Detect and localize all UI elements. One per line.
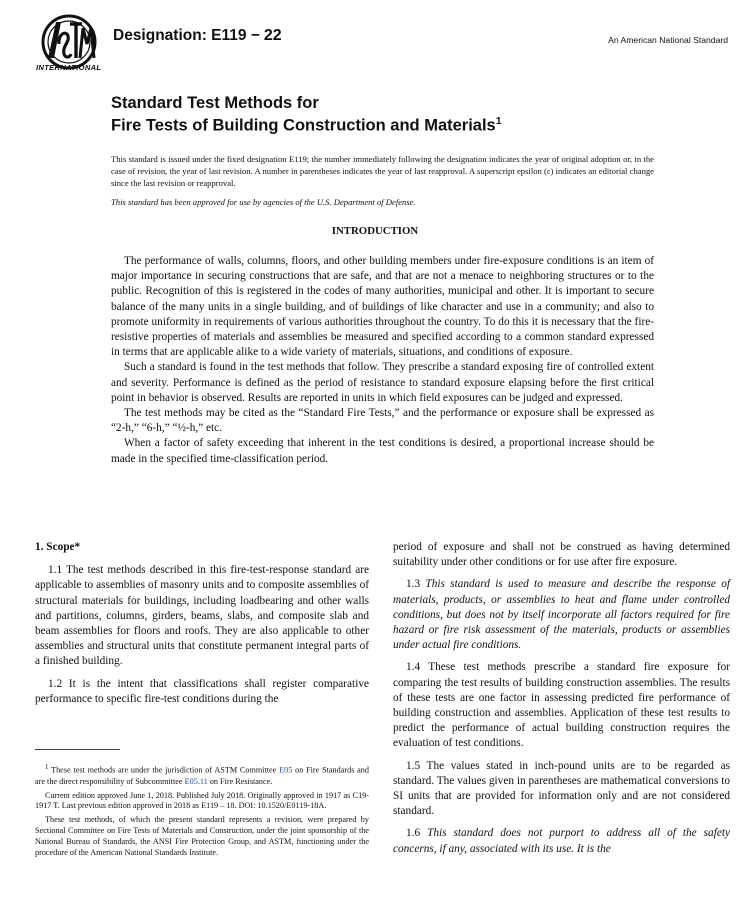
title-main: Fire Tests of Building Construction and Materials — [111, 116, 496, 135]
section-1-3-number: 1.3 — [406, 578, 421, 591]
footnote-1-text-b: on Fire Standards and are the direct responsibility of Subcommittee — [35, 765, 369, 786]
section-1-6-number: 1.6 — [406, 827, 421, 840]
section-1-4: 1.4 These test methods prescribe a standard fire exposure for comparing the test results of building construction assemblies. The results of these tests are one factor in assessing predicted fire performance of building construction and assemblies. Application of these test results to predict the performance of actual building construction requires the evaluation of test conditions. — [393, 661, 730, 750]
section-1-6 — [393, 826, 730, 856]
footnote-divider — [35, 749, 120, 750]
section-1-5: 1.5 The values stated in inch-pound units are to be regarded as standard. The values given in parentheses are mathematical conversions to SI units that are provided for information only and are not considered standard. — [393, 759, 730, 818]
intro-paragraph: The test methods may be cited as the “Standard Fire Tests,” and the performance or exposure shall be expressed as “2-h,” “6-h,” “½-h,” etc. — [111, 407, 654, 435]
section-1-6-text: This standard does not purport to address all of the safety concerns, if any, associated with its use. It is the — [393, 827, 730, 855]
footnote-1-mark: 1 — [45, 764, 49, 771]
footnote-edition: Current edition approved June 1, 2018. Published July 2018. Originally approved in 1917 as C19-1917 T. Last previous edition approved in 2018 as E119 – 18. DOI: 10.1520/E0119-18A. — [35, 790, 369, 811]
introduction-body — [111, 254, 654, 467]
title-footnote-mark: 1 — [495, 115, 502, 127]
footnote-1 — [35, 763, 369, 788]
section-1-3-text: This standard is used to measure and describe the response of materials, products, or assemblies to heat and flame under controlled conditions, but does not by itself incorporate all factors required for fire hazard or fire risk assessment of the materials, products or assemblies under actual fire conditions. — [393, 578, 730, 652]
footnotes — [35, 763, 369, 862]
national-standard-label: An American National Standard — [608, 35, 728, 45]
logo-international-text: INTERNATIONAL — [36, 63, 102, 72]
title-line-2 — [111, 115, 502, 136]
intro-paragraph: Such a standard is found in the test methods that follow. They prescribe a standard exposing fire of controlled extent and severity. Performance is defined as the period of resistance to standard exposure elapsing before the first critical point in behavior is observed. Results are reported in units in which field exposures can be judged and expressed. — [111, 361, 654, 404]
designation-label: Designation: E119 − — [113, 27, 260, 44]
intro-paragraph: When a factor of safety exceeding that inherent in the test conditions is desired, a proportional increase should be made in the specified time-classification period. — [111, 437, 654, 465]
committee-e05-link[interactable]: E05 — [279, 765, 293, 775]
subcommittee-e05-11-link[interactable]: E05.11 — [184, 776, 208, 786]
designation-epsilon: 22 — [263, 27, 282, 44]
introduction-heading: INTRODUCTION — [331, 225, 419, 237]
section-1-2: 1.2 It is the intent that classifications shall register comparative performance to specific fire-test conditions during the — [35, 677, 369, 705]
section-1-3 — [393, 577, 730, 653]
section-1-1: 1.1 The test methods described in this fire-test-response standard are applicable to assemblies of masonry units and to composite assemblies of structural materials for buildings, including loadbearing and other walls and partitions, columns, girders, beams, slabs, and composite slab and beam assemblies for floors and roofs. They are also applicable to other assemblies and structural units that constitute permanent integral parts of a finished building. — [35, 564, 369, 668]
designation — [113, 27, 282, 45]
footnote-1-text-a: These test methods are under the jurisdiction of ASTM Committee — [51, 765, 277, 775]
title-line-1: Standard Test Methods for — [111, 94, 319, 112]
footnote-1-text-c: on Fire Resistance. — [209, 776, 273, 786]
left-column — [35, 540, 369, 714]
footnote-history: These test methods, of which the present standard represents a revision, were prepared by Sectional Committee on Fire Tests of Materials and Construction, under the joint sponsorship of the National Bureau of Standards, the ANSI Fire Protection Group, and ASTM, functioning under the procedure of the American National Standards Institute. — [35, 815, 369, 858]
right-column — [393, 540, 730, 864]
intro-paragraph: The performance of walls, columns, floors, and other building members under fire-exposure conditions is an item of major importance in securing constructions that are safe, and that are not a menace to neighboring structures or to the public. Recognition of this is registered in the codes of many authorities, municipal and other. It is important to secure balance of the many units in a single building, and of buildings of like character and use in a community; and also to promote uniformity in requirements of various authorities throughout the country. To do this it is necessary that the fire-resistive properties of materials and assemblies be measured and specified according to a common standard expressed in terms that are applicable alike to a wide variety of materials, situations, and conditions of exposure. — [111, 255, 654, 359]
dod-approval-note: This standard has been approved for use by agencies of the U.S. Department of Defense. — [111, 197, 416, 207]
issued-note: This standard is issued under the fixed designation E119; the number immediately following the designation indicates the year of original adoption or, in the case of revision, the year of last revision. A number in parentheses indicates the year of last reapproval. A superscript epsilon (ε) indicates an editorial change since the last revision or reapproval. — [111, 154, 654, 188]
section-1-2-continued: period of exposure and shall not be construed as having determined suitability under other conditions or for use after fire exposure. — [393, 541, 730, 569]
scope-heading: 1. Scope* — [35, 541, 81, 553]
